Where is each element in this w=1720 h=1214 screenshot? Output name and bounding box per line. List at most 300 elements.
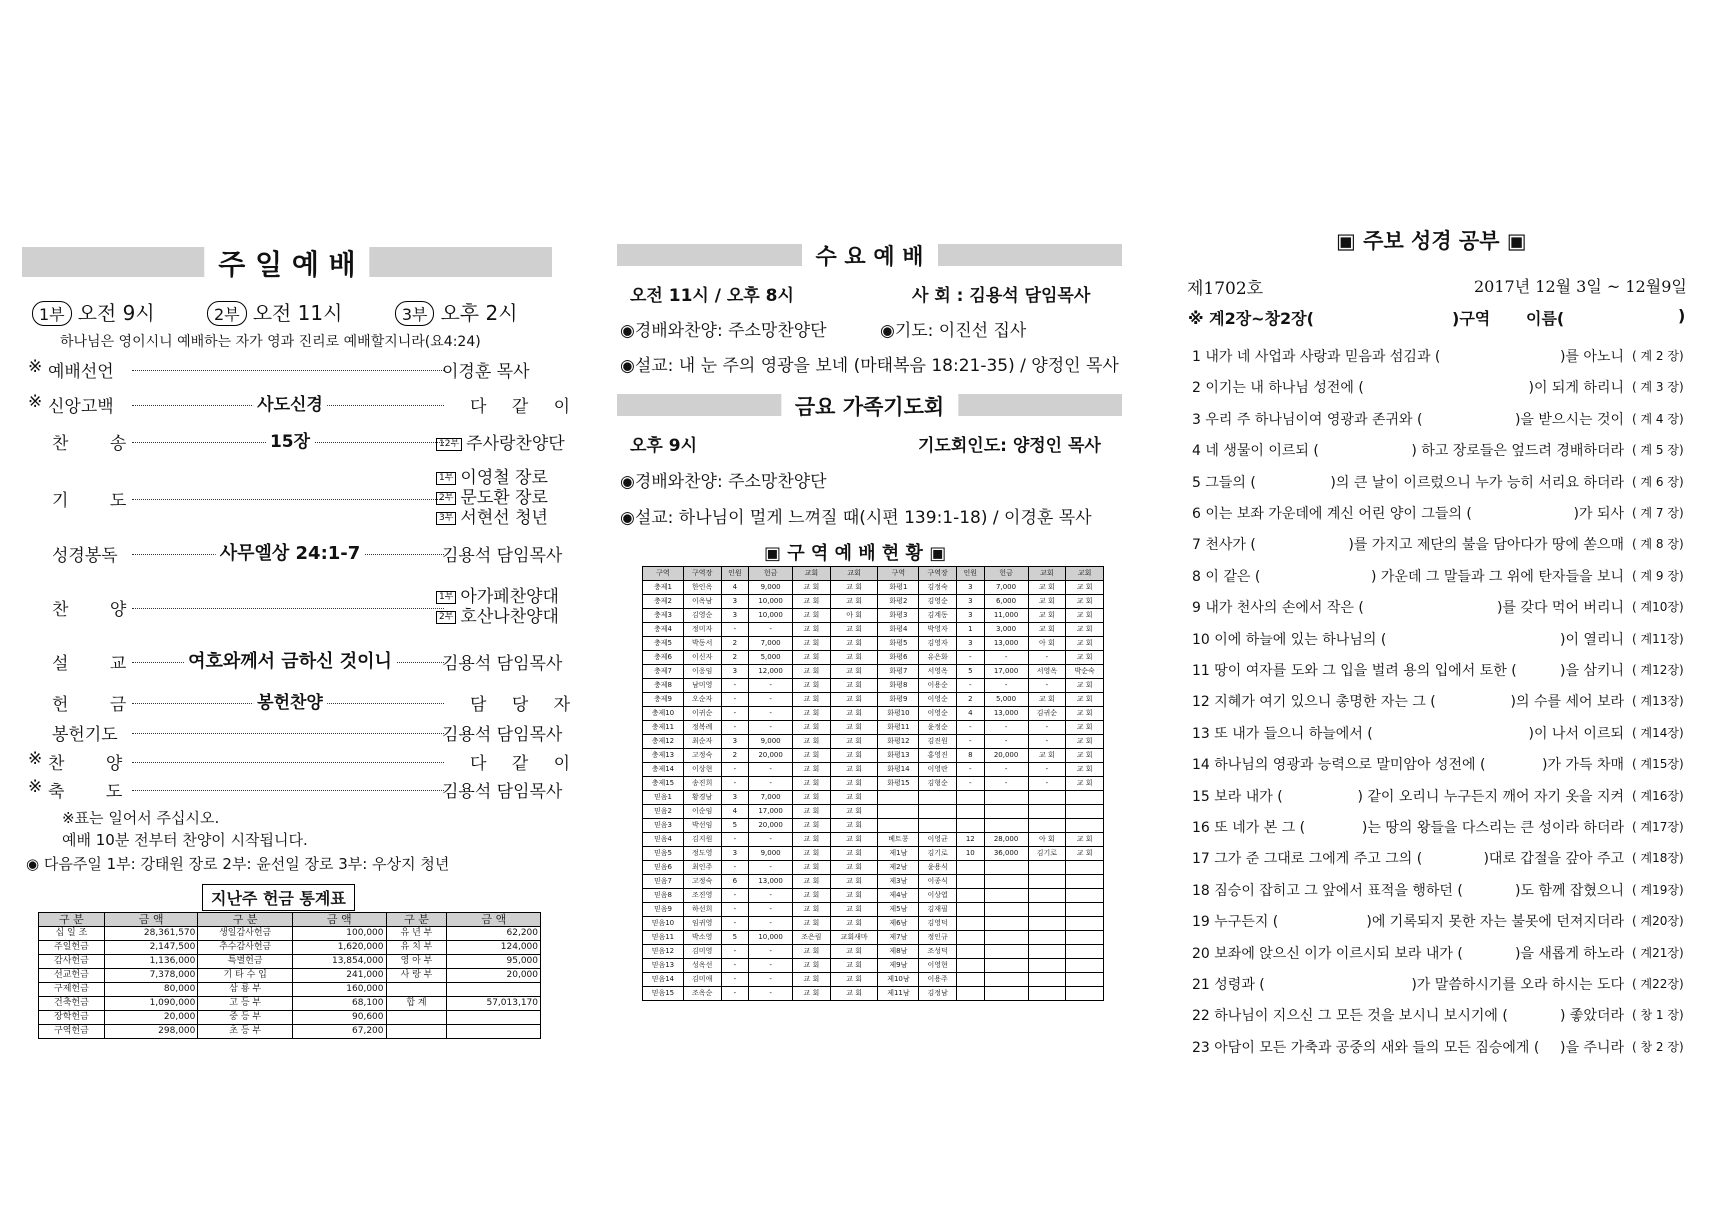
table-cell: 김기로 [919,847,957,861]
chapter-ref: ( 계22장) [1632,977,1684,991]
table-cell: 믿음12 [643,945,684,959]
question-continuation: )이 되게 하리니 [1528,380,1624,397]
table-cell [1028,987,1066,1001]
table-cell: 4 [957,707,985,721]
table-cell [984,945,1028,959]
study-title: ▣ 주보 성경 공부 ▣ [1336,229,1527,253]
table-cell: 교 회 [1066,595,1104,609]
part-tag: 2부 [436,492,456,505]
question-continuation: )이 열리니 [1559,631,1624,648]
table-cell: 믿음4 [643,833,684,847]
table-row [643,805,1104,819]
table-header-cell: 헌금 [749,567,793,581]
table-row [39,941,541,955]
table-cell: 57,013,170 [447,997,541,1011]
chapter-ref: ( 계17장) [1632,820,1684,834]
table-cell: 김미애 [683,973,721,987]
table-cell: 박소영 [683,931,721,945]
table-cell: 서영옥 [1028,665,1066,679]
question-text: 11 땅이 여자를 도와 그 입을 벌려 용의 입에서 토한 ( [1192,663,1517,679]
table-row [643,945,1104,959]
table-cell: 믿음15 [643,987,684,1001]
chapter-ref: ( 계 3 장) [1632,380,1684,395]
table-cell: - [1028,735,1066,749]
table-cell: 아 회 [1028,833,1066,847]
table-cell: 교 회 [830,959,878,973]
table-cell: 충제4 [643,623,684,637]
table-cell: 충제1 [643,581,684,595]
table-cell: 이영균 [919,833,957,847]
table-cell: 7,378,000 [104,969,198,983]
table-cell: 화평9 [878,693,919,707]
table-cell: 화평14 [878,763,919,777]
question-text: 22 하나님이 지으신 그 모든 것을 보시니 보시기에 ( [1192,1008,1508,1025]
table-row [643,791,1104,805]
table-cell: 김정숙 [919,581,957,595]
table-cell: - [721,707,749,721]
table-cell: 교 회 [830,749,878,763]
part-tag: 2부 [436,611,456,624]
table-cell: 화평5 [878,637,919,651]
table-cell: 추수감사헌금 [198,941,293,955]
table-cell: 선교헌금 [39,969,105,983]
table-cell: 1,090,000 [104,997,198,1011]
chapter-ref: ( 계15장) [1632,757,1684,772]
question-text: 13 또 내가 들으니 하늘에서 ( [1192,725,1373,742]
table-header-cell: 교회 [793,567,831,581]
table-cell: 충제3 [643,609,684,623]
table-header-cell: 구역 [878,567,919,581]
chapter-ref: ( 창 1 장) [1632,1008,1684,1023]
table-cell: 김재필 [919,903,957,917]
table-cell: 교 회 [793,833,831,847]
table-cell: 박동서 [683,637,721,651]
table-cell: - [749,777,793,791]
table-cell [1028,861,1066,875]
chapter-ref: ( 계11장) [1632,631,1684,646]
order-person: 주사랑찬양단 [466,434,565,454]
friday-title-bar [617,394,1122,419]
table-cell [1066,959,1104,973]
question-text: 14 하나님의 영광과 능력으로 말미암아 성전에 ( [1192,757,1486,774]
table-cell [957,861,985,875]
table-cell: 교 회 [830,595,878,609]
table-cell: 제9남 [878,959,919,973]
table-cell [1028,931,1066,945]
table-cell: - [957,679,985,693]
table-cell: 교 회 [793,623,831,637]
table-cell: 2 [957,693,985,707]
order-label: 설 교 [52,654,145,674]
table-cell [984,875,1028,889]
table-row [643,735,1104,749]
order-content: 사무엘상 24:1-7 [216,539,365,565]
table-cell: 교 회 [793,945,831,959]
table-row [39,983,541,997]
question-continuation: )대로 갑절을 갚아 주고 [1483,851,1624,868]
table-cell: 교 회 [793,637,831,651]
table-cell: - [749,917,793,931]
table-cell: 제5남 [878,903,919,917]
table-cell: - [984,721,1028,735]
table-cell: - [721,917,749,931]
table-row [643,819,1104,833]
table-cell: 이용주 [919,973,957,987]
table-cell: 90,600 [292,1011,386,1025]
table-cell [1066,903,1104,917]
table-cell: 교 회 [793,665,831,679]
table-cell: 교 회 [830,665,878,679]
table-cell: 구역헌금 [39,1025,105,1039]
table-cell [1066,791,1104,805]
part-tag: 12부 [436,438,462,451]
table-cell: 제4남 [878,889,919,903]
table-cell: - [749,973,793,987]
friday-leader: 기도회인도: 양정인 목사 [918,436,1101,456]
table-cell: 김지원 [683,833,721,847]
sunday-title: 주 일 예 배 [204,243,369,283]
table-cell: 김계동 [919,609,957,623]
table-cell: 유은화 [919,651,957,665]
table-cell: 교 회 [830,917,878,931]
table-cell: - [1028,651,1066,665]
order-content: 15장 [266,427,314,452]
service-tag: 2부 [207,301,247,326]
table-cell: 충제12 [643,735,684,749]
table-cell: 6,000 [984,595,1028,609]
table-cell: 교 회 [1066,721,1104,735]
study-region: )구역 [1452,309,1491,328]
table-cell: 제1남 [878,847,919,861]
table-cell: 제10남 [878,973,919,987]
table-cell: - [749,889,793,903]
table-cell: 13,000 [984,707,1028,721]
chapter-ref: ( 계 9 장) [1632,568,1684,583]
table-cell: 믿음6 [643,861,684,875]
table-row [39,997,541,1011]
table-cell: 교 회 [793,973,831,987]
table-header-cell: 교회 [1028,567,1066,581]
order-label: 기 도 [52,491,145,511]
table-cell: 교 회 [793,917,831,931]
table-cell [1028,819,1066,833]
table-cell: 교 회 [830,875,878,889]
table-cell [386,1011,447,1025]
table-row [643,833,1104,847]
question-text: 7 천사가 ( [1192,537,1256,554]
offering-title: 지난주 헌금 통계표 [202,884,355,911]
table-cell: 믿음8 [643,889,684,903]
table-cell: 3 [721,595,749,609]
table-cell: - [749,721,793,735]
table-row [643,693,1104,707]
table-cell: 13,000 [749,875,793,889]
table-cell: 구제헌금 [39,983,105,997]
table-cell: 3 [957,609,985,623]
table-cell: 교 회 [793,959,831,973]
table-cell: 교 회 [830,777,878,791]
table-cell [1028,875,1066,889]
table-cell: 제8남 [878,945,919,959]
order-person: 아가페찬양대 [460,587,559,607]
table-row [643,973,1104,987]
table-cell [919,805,957,819]
chapter-ref: ( 계19장) [1632,882,1684,897]
question-continuation: )를 가지고 제단의 불을 담아다가 땅에 쏟으매 [1348,537,1624,554]
table-cell: 김정남 [919,987,957,1001]
table-cell: 95,000 [447,955,541,969]
table-cell: - [721,861,749,875]
order-person: 김용석 담임목사 [442,654,563,674]
table-header-cell: 인원 [957,567,985,581]
table-row [643,777,1104,791]
table-cell: 박순숙 [1066,665,1104,679]
table-cell: 성옥선 [683,959,721,973]
table-cell [1066,805,1104,819]
table-cell [984,819,1028,833]
table-cell: 2 [721,651,749,665]
table-cell [957,931,985,945]
table-row [39,955,541,969]
table-cell: 정복례 [683,721,721,735]
table-cell: - [984,651,1028,665]
table-cell: 교 회 [830,763,878,777]
table-cell: 유 년 부 [386,927,447,941]
question-text: 10 이에 하늘에 있는 하나님의 ( [1192,631,1387,648]
question-continuation: ) 좋았더라 [1559,1008,1624,1025]
table-cell: 교 회 [830,623,878,637]
table-cell: 믿음11 [643,931,684,945]
table-cell: 5 [957,665,985,679]
table-cell: 교 회 [830,861,878,875]
order-person: 서현선 청년 [460,508,548,528]
table-cell: 초 등 부 [198,1025,293,1039]
table-cell: 한인옥 [683,581,721,595]
table-cell: 충제2 [643,595,684,609]
question-continuation: )의 수를 세어 보라 [1510,694,1624,711]
friday-title: 금요 가족기도회 [781,391,958,421]
table-cell: 교 회 [1066,637,1104,651]
table-cell [447,1025,541,1039]
table-cell: 제2남 [878,861,919,875]
table-cell [1028,917,1066,931]
table-cell: 김미영 [683,945,721,959]
table-cell: 사 랑 부 [386,969,447,983]
table-cell: - [721,903,749,917]
table-header-cell: 인원 [721,567,749,581]
table-cell: 김기로 [1028,847,1066,861]
wednesday-time: 오전 11시 / 오후 8시 [630,286,794,306]
order-person: 호산나찬양대 [460,607,559,627]
table-cell: 이응임 [683,665,721,679]
order-label: 성경봉독 [52,546,118,566]
table-cell: 화평2 [878,595,919,609]
table-cell: - [721,679,749,693]
table-cell [1028,805,1066,819]
table-cell: 17,000 [984,665,1028,679]
table-cell: - [957,651,985,665]
stand-mark: ※ [28,357,43,377]
table-cell: - [749,945,793,959]
table-cell: 화평3 [878,609,919,623]
table-cell: 충제14 [643,763,684,777]
table-cell: - [1028,777,1066,791]
table-header-cell: 교회 [830,567,878,581]
table-cell: 충제11 [643,721,684,735]
table-cell: 3 [957,581,985,595]
table-cell [1066,819,1104,833]
table-cell: 교 회 [793,693,831,707]
question-text: 18 짐승이 잡히고 그 앞에서 표적을 행하던 ( [1192,882,1463,899]
table-cell: 교 회 [830,721,878,735]
chapter-ref: ( 계14장) [1632,725,1684,740]
table-cell: - [721,623,749,637]
table-cell [1066,875,1104,889]
table-cell: - [749,679,793,693]
chapter-ref: ( 계13장) [1632,694,1684,709]
table-cell: 13,854,000 [292,955,386,969]
table-cell [957,805,985,819]
table-cell: 3 [957,595,985,609]
table-cell: 교 회 [1066,763,1104,777]
table-row [643,623,1104,637]
table-cell: 교 회 [793,735,831,749]
table-cell: 교 회 [1066,749,1104,763]
table-cell: 베트콩 [878,833,919,847]
table-cell: 믿음7 [643,875,684,889]
question-continuation: )이 나서 이르되 [1528,725,1624,742]
table-cell: - [1028,679,1066,693]
table-cell: 교회새마 [830,931,878,945]
table-cell: 화평7 [878,665,919,679]
table-cell: 3 [721,609,749,623]
table-cell: 화평12 [878,735,919,749]
table-cell: 화평15 [878,777,919,791]
dotted-leader [132,608,444,609]
table-cell: 20,000 [749,749,793,763]
table-cell: 믿음3 [643,819,684,833]
table-cell: 믿음2 [643,805,684,819]
table-cell [1066,861,1104,875]
table-cell: 5,000 [749,651,793,665]
table-cell: 김귀순 [1028,707,1066,721]
table-cell: 교 회 [793,875,831,889]
table-cell: 교 회 [793,595,831,609]
table-cell: 교 회 [830,903,878,917]
table-cell: 교 회 [1028,749,1066,763]
table-cell: 교 회 [793,861,831,875]
table-cell: - [749,707,793,721]
table-cell: 교 회 [1028,581,1066,595]
table-cell: 교 회 [1066,623,1104,637]
table-cell: 교 회 [830,637,878,651]
table-cell: 교 회 [793,707,831,721]
question-text: 2 이기는 내 하나님 성전에 ( [1192,380,1364,397]
table-cell: 교 회 [793,749,831,763]
table-cell: 10,000 [749,609,793,623]
table-cell: 교 회 [830,805,878,819]
table-cell: - [957,721,985,735]
table-header-cell: 구역장 [919,567,957,581]
friday-praise: ◉경배와찬양: 주소망찬양단 [620,472,827,492]
table-cell: - [721,959,749,973]
question-text: 4 네 생물이 이르되 ( [1192,443,1319,460]
table-cell: 유 치 부 [386,941,447,955]
order-label: 찬 송 [52,434,145,454]
table-cell: 12 [957,833,985,847]
table-cell: 십 일 조 [39,927,105,941]
table-row [643,665,1104,679]
table-cell: - [957,777,985,791]
order-person: 김용석 담임목사 [442,546,563,566]
order-person: 문도환 장로 [460,488,548,508]
table-cell [984,805,1028,819]
chapter-ref: ( 계21장) [1632,945,1684,960]
service-time: 오전 11시 [252,301,343,325]
question-text: 19 누구든지 ( [1192,914,1279,931]
table-cell: 충제6 [643,651,684,665]
table-cell: - [749,959,793,973]
table-cell: - [721,973,749,987]
table-cell: 믿음14 [643,973,684,987]
table-cell: 특별헌금 [198,955,293,969]
table-cell: 박선임 [683,819,721,833]
table-cell: 화평8 [878,679,919,693]
chapter-ref: ( 창 2 장) [1632,1039,1684,1054]
sunday-title-bar [22,247,552,281]
table-cell [1066,889,1104,903]
table-cell: 교 회 [830,945,878,959]
table-cell: 박영자 [919,623,957,637]
table-cell: 80,000 [104,983,198,997]
table-cell [984,917,1028,931]
table-cell: - [721,693,749,707]
table-cell [1066,931,1104,945]
table-cell [919,791,957,805]
question-text: 23 아담이 모든 가축과 공중의 새와 들의 모든 짐승에게 ( [1192,1039,1540,1056]
order-person: 다 같 이 [470,397,581,417]
table-cell: 교 회 [830,889,878,903]
table-cell: 20,000 [447,969,541,983]
table-cell [984,889,1028,903]
table-cell: 정도영 [683,847,721,861]
table-cell: - [721,889,749,903]
table-row [643,987,1104,1001]
table-cell: 화평1 [878,581,919,595]
part-tag: 1부 [436,472,456,485]
table-cell: 정미자 [683,623,721,637]
table-cell: 9,000 [749,581,793,595]
table-cell: - [749,763,793,777]
issue-number: 제1702호 [1187,279,1264,299]
table-cell: 교 회 [830,707,878,721]
table-row [643,861,1104,875]
table-cell: 이영순 [919,707,957,721]
table-row [39,969,541,983]
dotted-leader [132,370,444,371]
table-header-cell: 구역 [643,567,684,581]
chapter-ref: ( 계 8 장) [1632,537,1684,552]
table-cell: - [749,903,793,917]
table-row [643,763,1104,777]
table-cell: 36,000 [984,847,1028,861]
table-cell: 조은림 [793,931,831,945]
note-praise: 예배 10분 전부터 찬양이 시작됩니다. [62,831,308,849]
table-cell: 김영자 [919,637,957,651]
order-label: 찬 양 [52,600,145,620]
table-cell: 교 회 [793,763,831,777]
table-cell: 교 회 [1028,623,1066,637]
